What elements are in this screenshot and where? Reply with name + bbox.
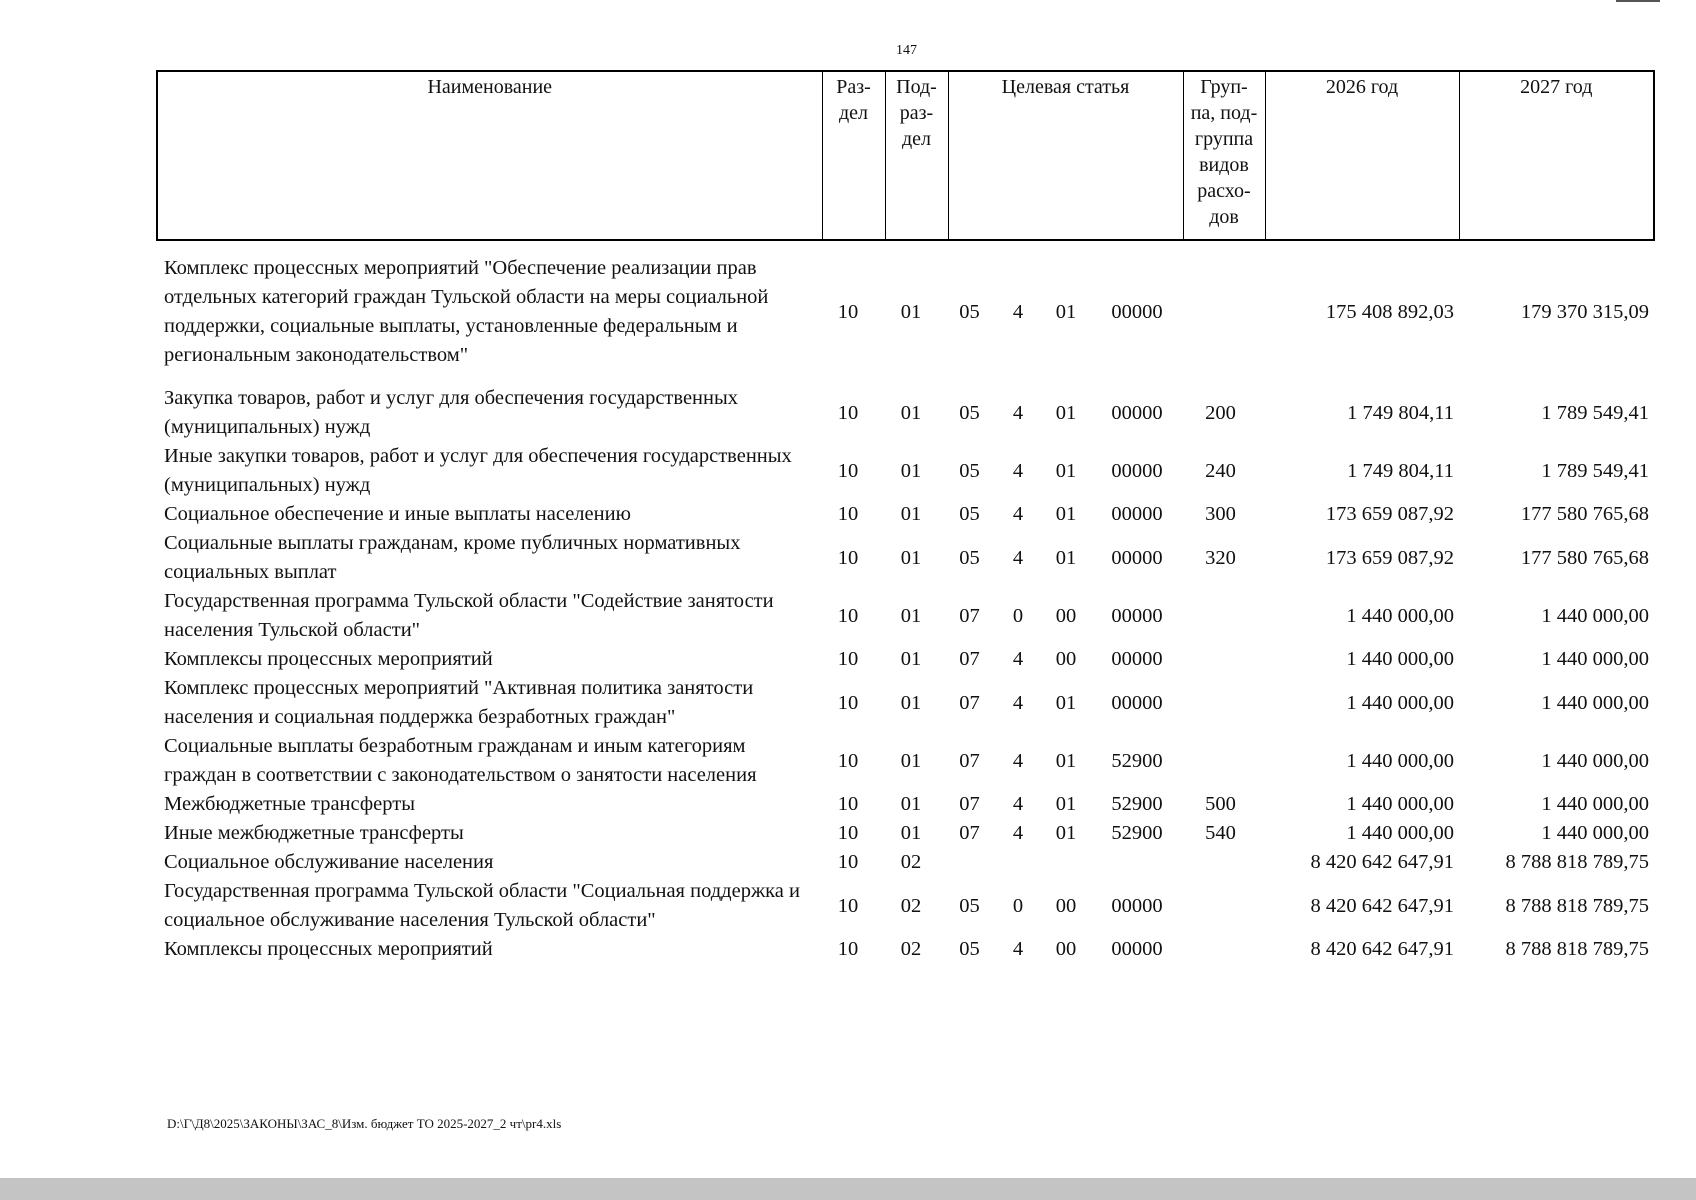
row-target-type: 4 [1012,749,1024,772]
row-target-type: 4 [1012,822,1024,844]
table-row [156,819,1653,848]
row-podrazdel: 01 [900,401,922,424]
table-row [156,587,1653,645]
row-razdel: 10 [837,648,859,670]
row-target-direction: 00000 [1111,938,1163,960]
table-row [156,500,1653,529]
row-podrazdel: 01 [900,546,922,569]
row-target-direction: 00000 [1111,604,1163,627]
row-target-direction: 00000 [1111,648,1163,670]
header-year-2027: 2027 год [1459,71,1654,240]
row-amount-2026: 173 659 087,92 [1325,503,1454,525]
row-razdel: 10 [837,459,859,482]
row-expense-group: 300 [1205,503,1236,525]
row-name: Государственная программа Тульской области "Социальная поддержка и социальное обслуживание населения Тульской области" [164,880,800,931]
row-target-direction [1093,848,1181,877]
row-target-direction: 00000 [1111,401,1163,424]
row-amount-2027: 1 440 000,00 [1541,749,1649,772]
row-amount-2026: 1 440 000,00 [1346,604,1454,627]
table-row [156,674,1653,732]
row-name: Комплекс процессных мероприятий "Активная политика занятости населения и социальная поддержка безработных граждан" [164,677,754,728]
row-amount-2026: 1 749 804,11 [1347,401,1454,424]
row-podrazdel: 01 [900,691,922,714]
scan-mark [1616,0,1660,2]
row-target-direction: 00000 [1111,894,1163,917]
row-target-element: 01 [1055,691,1077,714]
row-podrazdel: 01 [900,793,922,815]
row-podrazdel: 01 [900,300,922,323]
row-target-direction: 00000 [1111,546,1163,569]
header-expense-group: Груп- па, под- группа видов расхо- дов [1183,71,1265,240]
row-name: Закупка товаров, работ и услуг для обеспечения государственных (муниципальных) нужд [164,387,739,438]
row-expense-group [1181,587,1260,645]
row-amount-2026: 1 749 804,11 [1347,459,1454,482]
row-expense-group: 320 [1205,546,1236,569]
row-target-element: 01 [1055,822,1077,844]
row-name: Социальные выплаты безработным гражданам и иным категориям граждан в соответствии с законодательством о занятости населения [164,735,757,786]
row-target-type: 4 [1012,648,1024,670]
row-amount-2026: 173 659 087,92 [1325,546,1454,569]
row-razdel: 10 [837,503,859,525]
table-row [156,645,1653,674]
row-name: Иные закупки товаров, работ и услуг для обеспечения государственных (муниципальных) нужд [164,445,792,496]
row-name: Социальное обеспечение и иные выплаты населению [164,503,631,525]
row-target-direction: 52900 [1111,749,1163,772]
row-target-program: 05 [959,401,980,424]
row-expense-group [1181,848,1260,877]
budget-table [156,254,1653,964]
table-row [156,732,1653,790]
row-razdel: 10 [837,691,859,714]
row-amount-2027: 177 580 765,68 [1520,546,1649,569]
row-target-element [1039,848,1093,877]
row-podrazdel: 01 [900,604,922,627]
row-target-type: 4 [1012,459,1024,482]
row-expense-group: 200 [1205,401,1236,424]
row-amount-2027: 1 440 000,00 [1541,648,1649,670]
row-target-program [942,848,997,877]
row-name: Комплекс процессных мероприятий "Обеспечение реализации прав отдельных категорий граждан Тульской области на меры социальной поддержки, социальные выплаты, установленные федеральным и региональным законодательством" [164,257,769,366]
table-row [156,529,1653,587]
row-razdel: 10 [837,604,859,627]
row-podrazdel: 01 [900,648,922,670]
header-target-article: Целевая статья [948,71,1183,240]
row-target-program: 05 [959,459,980,482]
row-target-type: 0 [1012,894,1024,917]
row-target-element: 01 [1055,300,1077,323]
row-amount-2027: 1 440 000,00 [1541,822,1649,844]
row-amount-2027: 1 440 000,00 [1541,604,1649,627]
row-target-element: 00 [1055,648,1077,670]
row-target-program: 05 [959,938,980,960]
row-target-type: 4 [1012,401,1024,424]
row-amount-2026: 8 420 642 647,91 [1310,938,1454,960]
table-row [156,384,1653,442]
row-expense-group: 500 [1205,793,1236,815]
row-target-element: 01 [1055,793,1077,815]
row-razdel: 10 [837,749,859,772]
row-razdel: 10 [837,546,859,569]
row-target-element: 00 [1055,894,1077,917]
row-amount-2026: 8 420 642 647,91 [1310,894,1454,917]
row-name: Социальное обслуживание населения [164,851,494,873]
row-target-direction: 00000 [1111,300,1163,323]
row-razdel: 10 [837,822,859,844]
row-amount-2027: 8 788 818 789,75 [1505,894,1649,917]
row-target-program: 07 [959,822,980,844]
row-target-program: 05 [959,503,980,525]
row-expense-group [1181,935,1260,964]
row-target-element: 00 [1055,604,1077,627]
row-target-program: 07 [959,604,980,627]
row-podrazdel: 01 [900,459,922,482]
row-target-type: 4 [1012,300,1024,323]
row-podrazdel: 02 [900,851,922,873]
table-row [156,442,1653,500]
row-amount-2027: 8 788 818 789,75 [1505,851,1649,873]
row-amount-2027: 179 370 315,09 [1520,300,1649,323]
row-target-program: 05 [959,546,980,569]
row-target-program: 05 [959,300,980,323]
row-target-direction: 00000 [1111,691,1163,714]
row-amount-2027: 1 789 549,41 [1541,459,1649,482]
row-target-program: 07 [959,793,980,815]
row-amount-2026: 175 408 892,03 [1325,300,1454,323]
header-podrazdel: Под- раз- дел [885,71,948,240]
file-path-footer: D:\Г\Д8\2025\ЗАКОНЫ\ЗАС_8\Изм. бюджет ТО 2025-2027_2 чт\pr4.xls [167,1116,562,1131]
table-row [156,254,1653,370]
row-target-direction: 00000 [1111,459,1163,482]
row-target-type: 0 [1012,604,1024,627]
row-expense-group: 540 [1205,822,1236,844]
row-razdel: 10 [837,401,859,424]
row-podrazdel: 01 [900,749,922,772]
row-amount-2026: 1 440 000,00 [1346,822,1454,844]
row-target-type: 4 [1012,503,1024,525]
row-razdel: 10 [837,851,859,873]
row-expense-group [1181,254,1260,370]
row-target-type [997,848,1039,877]
table-row [156,848,1653,877]
row-target-direction: 52900 [1111,822,1163,844]
row-podrazdel: 02 [900,894,922,917]
row-target-program: 07 [959,749,980,772]
header-year-2026: 2026 год [1265,71,1459,240]
row-amount-2026: 1 440 000,00 [1346,749,1454,772]
row-name: Иные межбюджетные трансферты [164,822,464,844]
row-amount-2027: 8 788 818 789,75 [1505,938,1649,960]
row-name: Социальные выплаты гражданам, кроме публичных нормативных социальных выплат [164,532,741,583]
table-row [156,877,1653,935]
table-header [156,70,1655,241]
row-razdel: 10 [837,938,859,960]
row-target-direction: 00000 [1111,503,1163,525]
row-podrazdel: 01 [900,503,922,525]
row-podrazdel: 01 [900,822,922,844]
row-target-direction: 52900 [1111,793,1163,815]
row-expense-group [1181,732,1260,790]
row-name: Комплексы процессных мероприятий [164,648,493,670]
row-target-type: 4 [1012,546,1024,569]
row-target-element: 01 [1055,546,1077,569]
row-amount-2027: 1 789 549,41 [1541,401,1649,424]
row-name: Комплексы процессных мероприятий [164,938,493,960]
row-expense-group [1181,674,1260,732]
header-razdel: Раз- дел [822,71,885,240]
row-expense-group: 240 [1205,459,1236,482]
table-row [156,935,1653,964]
page-number: 147 [896,43,917,58]
row-amount-2027: 1 440 000,00 [1541,691,1649,714]
row-target-type: 4 [1012,793,1024,815]
table-row [156,790,1653,819]
row-target-type: 4 [1012,938,1024,960]
row-target-element: 01 [1055,459,1077,482]
row-razdel: 10 [837,793,859,815]
row-target-program: 07 [959,648,980,670]
row-expense-group [1181,877,1260,935]
row-target-program: 05 [959,894,980,917]
row-target-element: 01 [1055,503,1077,525]
row-razdel: 10 [837,894,859,917]
row-name: Межбюджетные трансферты [164,793,415,815]
row-amount-2026: 1 440 000,00 [1346,648,1454,670]
row-target-type: 4 [1012,691,1024,714]
row-target-element: 01 [1055,401,1077,424]
row-name: Государственная программа Тульской области "Содействие занятости населения Тульской области" [164,590,774,641]
row-podrazdel: 02 [900,938,922,960]
row-expense-group [1181,645,1260,674]
row-spacer [156,370,1653,384]
row-target-element: 01 [1055,749,1077,772]
row-target-program: 07 [959,691,980,714]
row-amount-2027: 177 580 765,68 [1520,503,1649,525]
row-amount-2026: 1 440 000,00 [1346,793,1454,815]
header-name: Наименование [157,71,822,240]
row-amount-2026: 1 440 000,00 [1346,691,1454,714]
row-amount-2027: 1 440 000,00 [1541,793,1649,815]
row-razdel: 10 [837,300,859,323]
row-amount-2026: 8 420 642 647,91 [1310,851,1454,873]
row-target-element: 00 [1055,938,1077,960]
